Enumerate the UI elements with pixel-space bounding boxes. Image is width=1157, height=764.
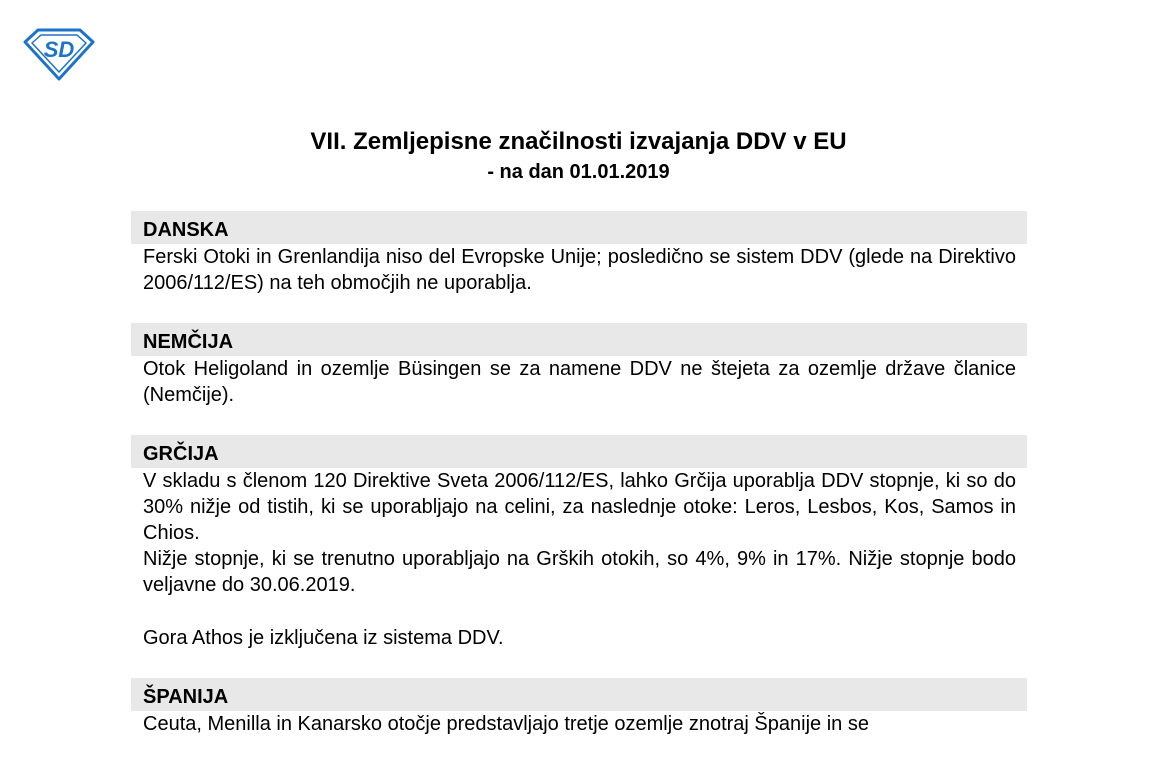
section-paragraph: Otok Heligoland in ozemlje Büsingen se za namene DDV ne štejeta za ozemlje države članice (Nemčije). bbox=[143, 358, 1016, 406]
paragraph-gap bbox=[131, 598, 1027, 625]
logo bbox=[22, 26, 96, 82]
content bbox=[131, 211, 1027, 764]
section-paragraph: V skladu s členom 120 Direktive Sveta 2006/112/ES, lahko Grčija uporablja DDV stopnje, ki so do 30% nižje od tistih, ki se uporabljajo na celini, za naslednje otoke: Leros, Lesbos, Kos, Samos in Chios. bbox=[143, 470, 1016, 544]
section-heading: GRČIJA bbox=[131, 435, 1027, 468]
document-title: VII. Zemljepisne značilnosti izvajanja DDV v EU bbox=[310, 128, 847, 155]
shield-logo-icon bbox=[22, 26, 96, 82]
section-heading: DANSKA bbox=[131, 211, 1027, 244]
section-grcija bbox=[131, 435, 1027, 651]
document-subtitle: - na dan 01.01.2019 bbox=[487, 161, 670, 183]
section-heading: ŠPANIJA bbox=[131, 678, 1027, 711]
section-spanija bbox=[131, 678, 1027, 737]
section-paragraph: Ferski Otoki in Grenlandija niso del Evropske Unije; posledično se sistem DDV (glede na Direktivo 2006/112/ES) na teh območjih ne uporablja. bbox=[143, 246, 1016, 294]
section-danska bbox=[131, 211, 1027, 296]
section-paragraph: Ceuta, Menilla in Kanarsko otočje predstavljajo tretje ozemlje znotraj Španije in se bbox=[143, 713, 869, 735]
section-nemcija bbox=[131, 323, 1027, 408]
section-heading: NEMČIJA bbox=[131, 323, 1027, 356]
section-paragraph: Nižje stopnje, ki se trenutno uporabljajo na Grških otokih, so 4%, 9% in 17%. Nižje stopnje bodo veljavne do 30.06.2019. bbox=[143, 548, 1016, 596]
section-paragraph: Gora Athos je izključena iz sistema DDV. bbox=[143, 627, 504, 649]
logo-text: SD bbox=[43, 37, 75, 62]
